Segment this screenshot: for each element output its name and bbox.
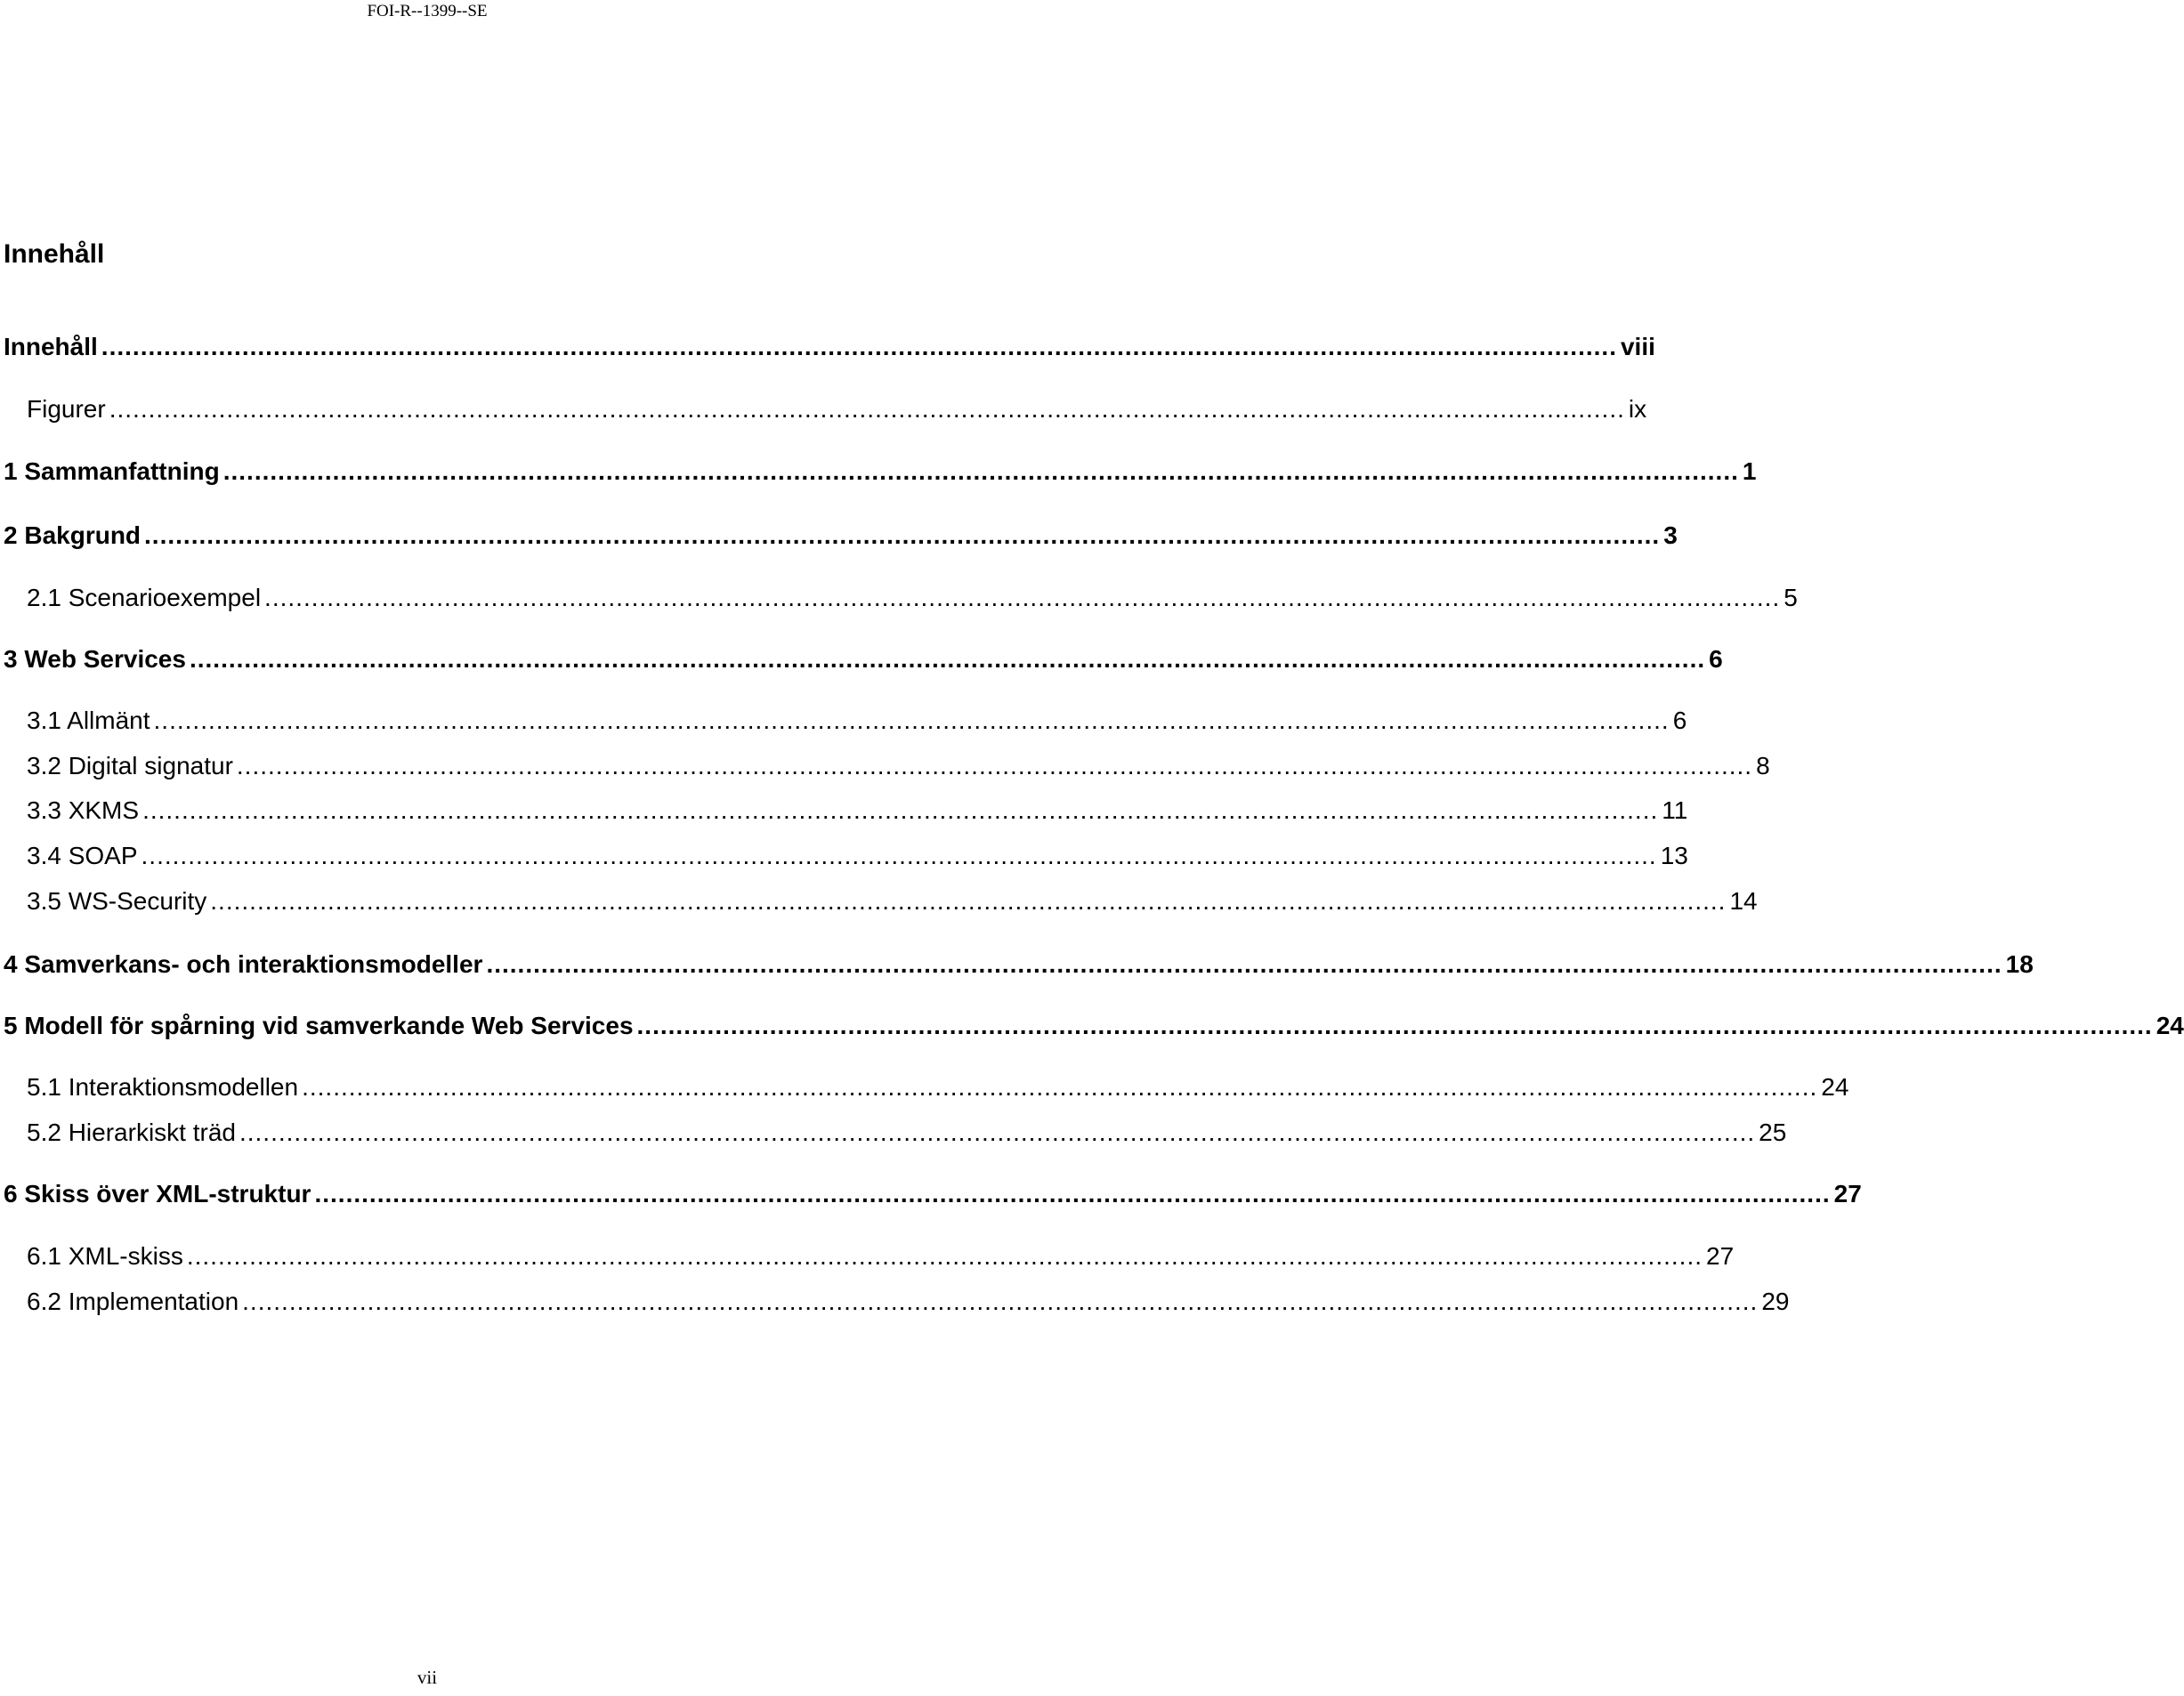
toc-entry-title: 5 Modell för spårning vid samverkande Web Services [4,1012,634,1039]
toc-entry-page: 6 [1709,645,1723,673]
toc-entry-title: 3.1 Allmänt [27,707,150,734]
page-title: Innehåll [4,239,105,269]
toc-entry-ws-security[interactable] [27,885,1758,917]
toc-entry-page: ix [1628,395,1647,423]
toc-entry-page: 3 [1663,521,1678,549]
toc-entry-title: 1 Sammanfattning [4,457,220,485]
toc-leader: .................................................................................................................................................................................................. [189,645,1706,673]
toc-entry-page: 5 [1784,584,1798,611]
toc-entry-page: 8 [1756,752,1770,779]
toc-entry-soap[interactable] [27,840,1688,872]
toc-entry-xml-skiss[interactable] [27,1240,1735,1272]
toc-entry-title: 5.2 Hierarkiskt träd [27,1119,236,1146]
toc-entry-web-services[interactable] [4,643,1723,675]
toc-entry-figurer[interactable] [27,393,1647,425]
toc-leader: .................................................................................................................................................................................................. [314,1180,1831,1207]
toc-entry-bakgrund[interactable] [4,520,1678,552]
toc-leader: .................................................................................................................................................................................................. [142,796,1659,824]
page-number: vii [417,1667,438,1688]
toc-entry-title: 6.2 Implementation [27,1288,239,1315]
toc-entry-title: 5.1 Interaktionsmodellen [27,1073,299,1101]
toc-entry-title: 3.3 XKMS [27,796,140,824]
toc-entry-title: 6 Skiss över XML-struktur [4,1180,311,1207]
toc-entry-title: Figurer [27,395,106,423]
toc-entry-allmant[interactable] [27,705,1687,737]
toc-entry-innehall[interactable] [4,331,1655,363]
toc-leader: .................................................................................................................................................................................................. [302,1073,1818,1101]
document-id: FOI-R--1399--SE [367,2,488,20]
toc-leader: .................................................................................................................................................................................................. [242,1288,1759,1315]
toc-entry-page: 1 [1742,457,1757,485]
toc-entry-implementation[interactable] [27,1286,1790,1318]
toc-entry-samverkans[interactable] [4,949,2034,981]
toc-leader: .................................................................................................................................................................................................. [153,707,1670,734]
toc-entry-scenarioexempel[interactable] [27,582,1798,614]
toc-entry-page: 6 [1672,707,1687,734]
toc-entry-skiss-xml[interactable] [4,1178,1862,1210]
toc-entry-title: 2 Bakgrund [4,521,142,549]
toc-entry-title: 4 Samverkans- och interaktionsmodeller [4,950,483,978]
toc-leader: .................................................................................................................................................................................................. [264,584,1781,611]
toc-leader: .................................................................................................................................................................................................. [210,887,1727,915]
toc-entry-title: 3.2 Digital signatur [27,752,233,779]
toc-leader: .................................................................................................................................................................................................. [101,333,1617,360]
toc-entry-page: 27 [1706,1242,1735,1270]
toc-leader: .................................................................................................................................................................................................. [636,1012,2153,1039]
toc-entry-modell-sparning[interactable] [4,1010,2184,1042]
toc-leader: .................................................................................................................................................................................................. [141,842,1657,869]
toc-entry-title: Innehåll [4,333,98,360]
toc-leader: .................................................................................................................................................................................................. [144,521,1661,549]
toc-entry-page: 13 [1660,842,1688,869]
toc-entry-xkms[interactable] [27,795,1688,827]
toc-leader: .................................................................................................................................................................................................. [109,395,1625,423]
toc-leader: .................................................................................................................................................................................................. [236,752,1753,779]
toc-entry-page: 25 [1759,1119,1787,1146]
toc-leader: .................................................................................................................................................................................................. [239,1119,1756,1146]
toc-entry-hierarkiskt-trad[interactable] [27,1117,1787,1149]
toc-leader: .................................................................................................................................................................................................. [186,1242,1703,1270]
toc-entry-page: 24 [2156,1012,2184,1039]
toc-entry-page: viii [1620,333,1655,360]
toc-entry-digital-signatur[interactable] [27,750,1770,782]
toc-entry-page: 27 [1833,1180,1862,1207]
toc-entry-title: 3.4 SOAP [27,842,138,869]
toc-entry-page: 18 [2005,950,2034,978]
toc-entry-page: 24 [1821,1073,1849,1101]
toc-leader: .................................................................................................................................................................................................. [222,457,1739,485]
toc-entry-title: 2.1 Scenarioexempel [27,584,262,611]
toc-entry-interaktionsmodellen[interactable] [27,1071,1849,1103]
toc-entry-title: 3.5 WS-Security [27,887,207,915]
toc-leader: .................................................................................................................................................................................................. [486,950,2002,978]
toc-entry-title: 3 Web Services [4,645,186,673]
toc-entry-page: 14 [1729,887,1758,915]
toc-entry-page: 11 [1662,796,1688,824]
toc-entry-sammanfattning[interactable] [4,456,1757,488]
toc-entry-page: 29 [1761,1288,1790,1315]
toc-entry-title: 6.1 XML-skiss [27,1242,183,1270]
